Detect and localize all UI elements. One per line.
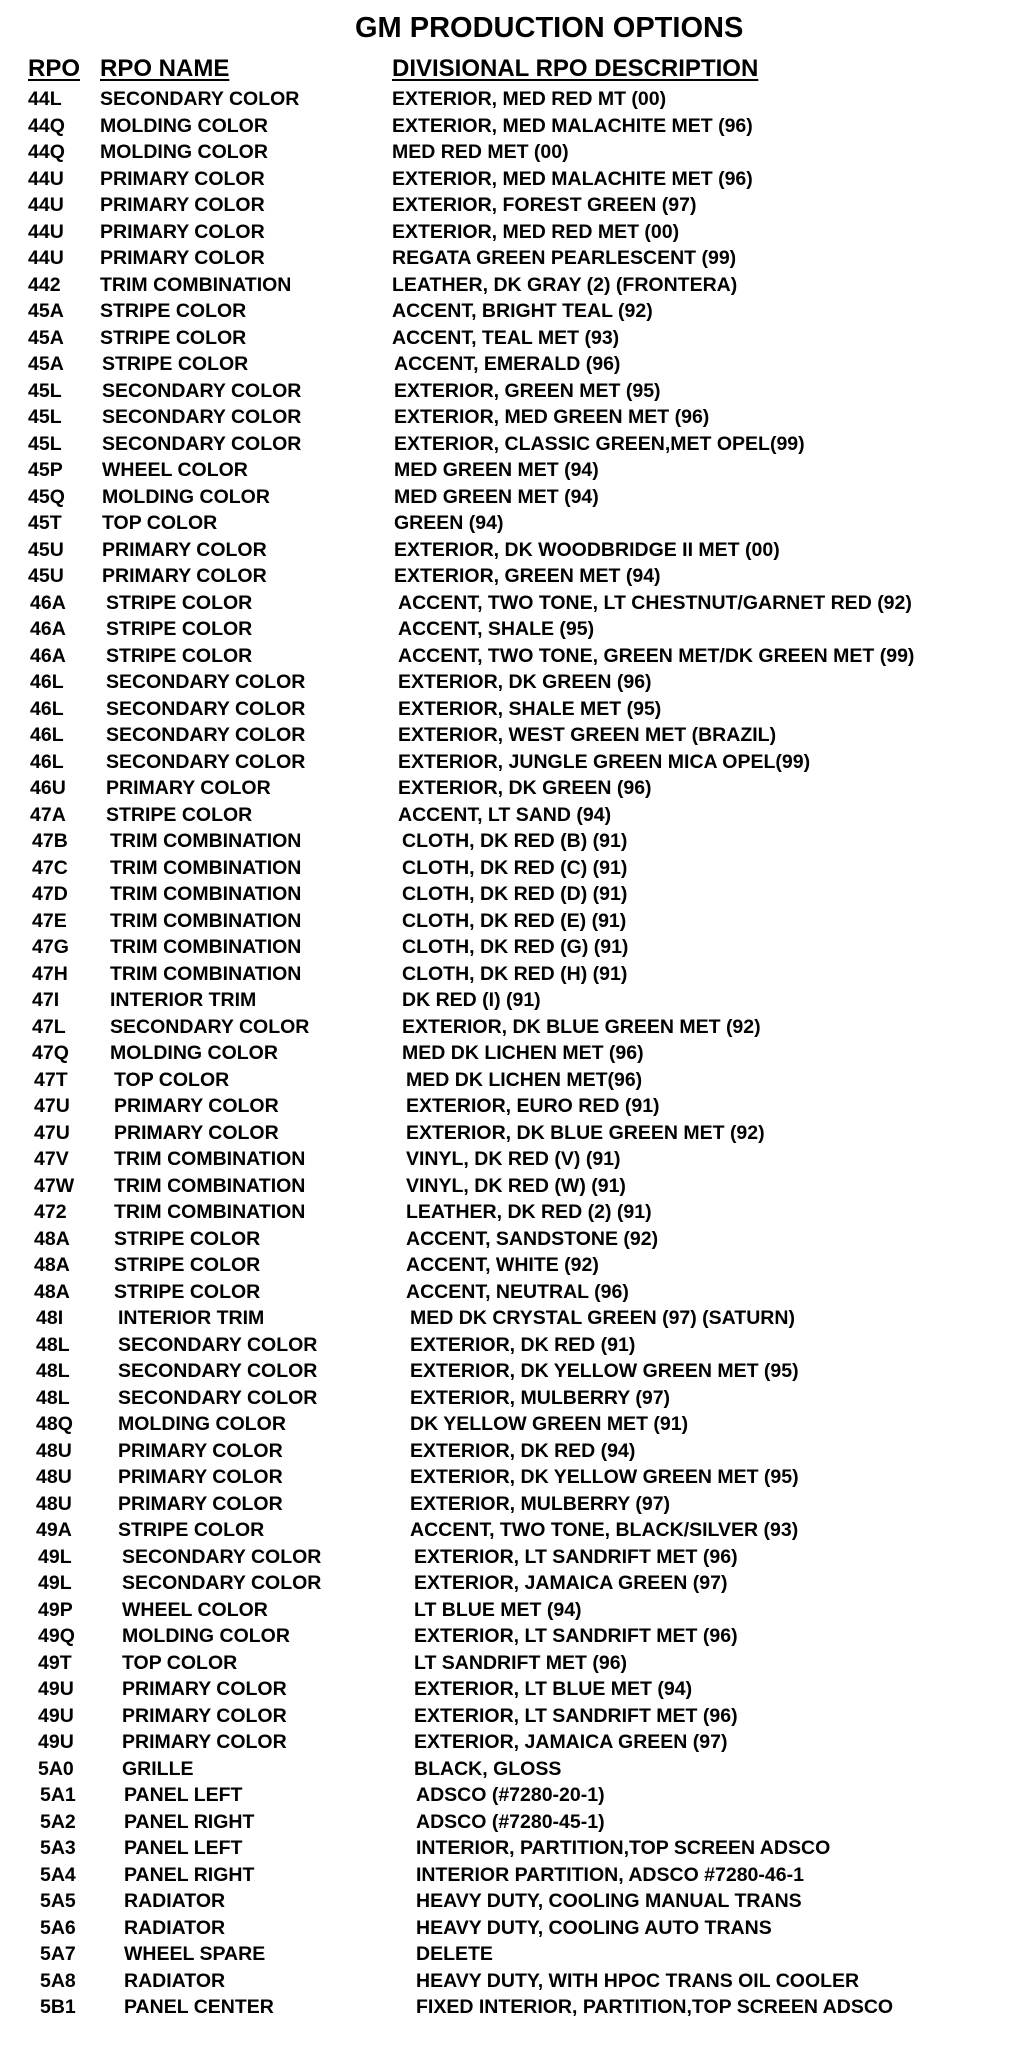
rpo-description: ADSCO (#7280-20-1)	[416, 1784, 605, 1806]
rpo-name: TRIM COMBINATION	[110, 909, 302, 932]
rpo-code: 48L	[36, 1360, 70, 1382]
rpo-name: STRIPE COLOR	[100, 300, 247, 322]
rpo-name: TRIM COMBINATION	[100, 273, 292, 296]
table-row	[0, 1888, 1024, 1915]
options-table	[0, 86, 1024, 2021]
rpo-code: 5A0	[38, 1757, 74, 1780]
rpo-name: PANEL LEFT	[124, 1837, 243, 1859]
rpo-code: 47I	[32, 989, 60, 1011]
rpo-code: 46A	[30, 644, 66, 667]
rpo-code: 47H	[32, 962, 68, 985]
rpo-code: 48U	[36, 1492, 72, 1515]
table-row	[0, 510, 1024, 537]
rpo-description: EXTERIOR, LT BLUE MET (94)	[414, 1678, 693, 1700]
table-row	[0, 1544, 1024, 1571]
table-row	[0, 1491, 1024, 1518]
table-row	[0, 1782, 1024, 1809]
rpo-name: STRIPE COLOR	[100, 326, 247, 349]
rpo-name: MOLDING COLOR	[100, 141, 268, 163]
table-row	[0, 934, 1024, 961]
rpo-code: 5A5	[40, 1890, 76, 1912]
table-row	[0, 1862, 1024, 1889]
rpo-name: PRIMARY COLOR	[118, 1466, 283, 1488]
table-row	[0, 696, 1024, 723]
table-row	[0, 1252, 1024, 1279]
rpo-code: 44Q	[28, 114, 65, 137]
rpo-name: STRIPE COLOR	[118, 1519, 265, 1541]
rpo-name: STRIPE COLOR	[106, 803, 253, 826]
rpo-name: PRIMARY COLOR	[102, 538, 267, 561]
rpo-code: 5B1	[40, 1996, 76, 2018]
table-row	[0, 1305, 1024, 1332]
rpo-code: 46L	[30, 697, 64, 720]
rpo-name: STRIPE COLOR	[106, 591, 253, 614]
table-row	[0, 166, 1024, 193]
table-row	[0, 431, 1024, 458]
table-row	[0, 1623, 1024, 1650]
rpo-name: RADIATOR	[124, 1969, 226, 1992]
rpo-name: PANEL LEFT	[124, 1784, 243, 1806]
rpo-name: TOP COLOR	[102, 512, 218, 534]
table-row	[0, 1226, 1024, 1253]
rpo-name: PRIMARY COLOR	[118, 1439, 283, 1462]
rpo-description: EXTERIOR, JAMAICA GREEN (97)	[414, 1731, 728, 1753]
rpo-code: 46L	[30, 724, 64, 746]
rpo-code: 47G	[32, 936, 69, 958]
table-row	[0, 1464, 1024, 1491]
column-header-rpo-name: RPO NAME	[100, 55, 230, 82]
rpo-description: DK RED (I) (91)	[402, 989, 541, 1011]
rpo-name: RADIATOR	[124, 1916, 226, 1939]
rpo-name: WHEEL COLOR	[102, 459, 248, 481]
rpo-description: EXTERIOR, MULBERRY (97)	[410, 1386, 671, 1409]
table-row	[0, 1809, 1024, 1836]
table-row	[0, 881, 1024, 908]
table-row	[0, 749, 1024, 776]
rpo-name: PRIMARY COLOR	[106, 777, 271, 799]
rpo-name: STRIPE COLOR	[114, 1280, 261, 1303]
rpo-name: SECONDARY COLOR	[102, 406, 302, 428]
rpo-description: INTERIOR PARTITION, ADSCO #7280-46-1	[416, 1863, 804, 1886]
rpo-name: MOLDING COLOR	[102, 485, 270, 508]
rpo-name: TOP COLOR	[114, 1068, 230, 1091]
table-row	[0, 1676, 1024, 1703]
rpo-description: INTERIOR, PARTITION,TOP SCREEN ADSCO	[416, 1837, 831, 1859]
rpo-name: TRIM COMBINATION	[110, 856, 302, 879]
rpo-code: 5A6	[40, 1916, 76, 1939]
rpo-code: 47D	[32, 883, 68, 905]
rpo-code: 47L	[32, 1015, 66, 1038]
table-row	[0, 855, 1024, 882]
table-row	[0, 1650, 1024, 1677]
rpo-code: 46A	[30, 618, 66, 640]
table-row	[0, 1120, 1024, 1147]
rpo-description: MED DK CRYSTAL GREEN (97) (SATURN)	[410, 1307, 795, 1329]
table-row	[0, 1438, 1024, 1465]
table-row	[0, 378, 1024, 405]
rpo-code: 45Q	[28, 485, 65, 508]
rpo-description: EXTERIOR, LT SANDRIFT MET (96)	[414, 1704, 738, 1727]
rpo-name: PRIMARY COLOR	[118, 1492, 283, 1515]
document-title: GM PRODUCTION OPTIONS	[355, 12, 744, 44]
rpo-name: PRIMARY COLOR	[100, 220, 265, 243]
rpo-code: 5A2	[40, 1810, 76, 1833]
table-row	[0, 1570, 1024, 1597]
rpo-code: 44U	[28, 220, 64, 243]
table-row	[0, 484, 1024, 511]
rpo-code: 47U	[34, 1121, 70, 1144]
table-row	[0, 219, 1024, 246]
rpo-name: STRIPE COLOR	[106, 618, 253, 640]
rpo-name: MOLDING COLOR	[118, 1413, 286, 1435]
rpo-code: 46U	[30, 777, 66, 799]
rpo-code: 5A1	[40, 1784, 76, 1806]
rpo-code: 47E	[32, 909, 67, 932]
rpo-code: 45L	[28, 432, 62, 455]
table-row	[0, 1279, 1024, 1306]
rpo-description: EXTERIOR, EURO RED (91)	[406, 1095, 660, 1117]
rpo-name: SECONDARY COLOR	[102, 379, 302, 402]
rpo-code: 45A	[28, 300, 64, 322]
rpo-code: 46A	[30, 591, 66, 614]
rpo-description: CLOTH, DK RED (G) (91)	[402, 936, 629, 958]
table-row	[0, 828, 1024, 855]
table-row	[0, 298, 1024, 325]
table-row	[0, 1994, 1024, 2021]
rpo-description: FIXED INTERIOR, PARTITION,TOP SCREEN ADSCO	[416, 1996, 894, 2018]
rpo-code: 47V	[34, 1148, 69, 1170]
rpo-description: CLOTH, DK RED (D) (91)	[402, 883, 628, 905]
rpo-name: PRIMARY COLOR	[122, 1704, 287, 1727]
rpo-description: EXTERIOR, MULBERRY (97)	[410, 1492, 671, 1515]
table-row	[0, 987, 1024, 1014]
rpo-description: EXTERIOR, DK YELLOW GREEN MET (95)	[410, 1466, 799, 1488]
table-row	[0, 1358, 1024, 1385]
rpo-code: 44U	[28, 167, 64, 190]
rpo-name: PRIMARY COLOR	[122, 1731, 287, 1753]
rpo-description: EXTERIOR, MED MALACHITE MET (96)	[392, 167, 753, 190]
table-row	[0, 86, 1024, 113]
rpo-code: 47A	[30, 803, 66, 826]
rpo-description: EXTERIOR, DK YELLOW GREEN MET (95)	[410, 1360, 799, 1382]
rpo-name: SECONDARY COLOR	[106, 724, 306, 746]
rpo-code: 45U	[28, 538, 64, 561]
rpo-description: EXTERIOR, MED RED MET (00)	[392, 220, 680, 243]
rpo-code: 442	[28, 273, 61, 296]
rpo-code: 45A	[28, 353, 64, 375]
rpo-code: 49A	[36, 1519, 72, 1541]
rpo-description: LEATHER, DK GRAY (2) (FRONTERA)	[392, 273, 738, 296]
table-row	[0, 1703, 1024, 1730]
rpo-description: MED DK LICHEN MET (96)	[402, 1042, 644, 1064]
rpo-code: 48I	[36, 1307, 64, 1329]
rpo-description: CLOTH, DK RED (H) (91)	[402, 962, 628, 985]
rpo-description: EXTERIOR, FOREST GREEN (97)	[392, 194, 697, 216]
rpo-name: TRIM COMBINATION	[110, 936, 302, 958]
rpo-name: WHEEL COLOR	[122, 1598, 268, 1621]
rpo-description: ACCENT, TWO TONE, BLACK/SILVER (93)	[410, 1519, 799, 1541]
rpo-name: TRIM COMBINATION	[114, 1201, 306, 1223]
rpo-description: BLACK, GLOSS	[414, 1757, 562, 1780]
table-row	[0, 1411, 1024, 1438]
table-row	[0, 537, 1024, 564]
rpo-name: STRIPE COLOR	[106, 644, 253, 667]
rpo-code: 48A	[34, 1227, 70, 1250]
rpo-description: EXTERIOR, DK BLUE GREEN MET (92)	[406, 1121, 765, 1144]
table-row	[0, 1968, 1024, 1995]
table-row	[0, 245, 1024, 272]
rpo-name: MOLDING COLOR	[110, 1042, 278, 1064]
rpo-code: 48A	[34, 1254, 70, 1276]
rpo-name: TOP COLOR	[122, 1651, 238, 1674]
rpo-name: GRILLE	[122, 1757, 194, 1780]
rpo-description: EXTERIOR, GREEN MET (94)	[394, 565, 661, 587]
rpo-code: 47U	[34, 1095, 70, 1117]
rpo-description: ACCENT, BRIGHT TEAL (92)	[392, 300, 653, 322]
rpo-name: SECONDARY COLOR	[110, 1015, 310, 1038]
rpo-code: 45A	[28, 326, 64, 349]
rpo-name: MOLDING COLOR	[100, 114, 268, 137]
table-row	[0, 722, 1024, 749]
rpo-description: EXTERIOR, LT SANDRIFT MET (96)	[414, 1545, 738, 1568]
rpo-name: TRIM COMBINATION	[110, 962, 302, 985]
rpo-description: ACCENT, LT SAND (94)	[398, 803, 612, 826]
rpo-code: 5A4	[40, 1863, 76, 1886]
rpo-code: 48U	[36, 1466, 72, 1488]
rpo-description: MED GREEN MET (94)	[394, 459, 599, 481]
rpo-description: CLOTH, DK RED (C) (91)	[402, 856, 628, 879]
rpo-code: 49U	[38, 1731, 74, 1753]
table-row	[0, 1835, 1024, 1862]
rpo-name: PANEL CENTER	[124, 1996, 274, 2018]
rpo-name: STRIPE COLOR	[114, 1227, 261, 1250]
rpo-description: EXTERIOR, DK RED (91)	[410, 1333, 636, 1356]
rpo-name: TRIM COMBINATION	[114, 1174, 306, 1197]
rpo-code: 49T	[38, 1651, 72, 1674]
rpo-description: ACCENT, TEAL MET (93)	[392, 326, 620, 349]
rpo-description: ACCENT, TWO TONE, LT CHESTNUT/GARNET RED (92)	[398, 591, 912, 614]
rpo-code: 44Q	[28, 141, 65, 163]
rpo-description: ACCENT, WHITE (92)	[406, 1254, 599, 1276]
rpo-description: EXTERIOR, JAMAICA GREEN (97)	[414, 1572, 728, 1594]
rpo-code: 49Q	[38, 1625, 75, 1647]
table-row	[0, 1941, 1024, 1968]
rpo-description: GREEN (94)	[394, 512, 504, 534]
rpo-code: 48U	[36, 1439, 72, 1462]
table-row	[0, 1915, 1024, 1942]
rpo-description: MED DK LICHEN MET(96)	[406, 1068, 643, 1091]
rpo-description: EXTERIOR, DK RED (94)	[410, 1439, 636, 1462]
rpo-name: SECONDARY COLOR	[106, 671, 306, 693]
rpo-code: 47C	[32, 856, 68, 879]
table-row	[0, 802, 1024, 829]
rpo-description: VINYL, DK RED (W) (91)	[406, 1174, 626, 1197]
column-header-rpo: RPO	[28, 55, 81, 82]
rpo-name: INTERIOR TRIM	[110, 989, 257, 1011]
rpo-description: VINYL, DK RED (V) (91)	[406, 1148, 621, 1170]
rpo-description: EXTERIOR, DK GREEN (96)	[398, 671, 652, 693]
rpo-name: PRIMARY COLOR	[114, 1121, 279, 1144]
rpo-code: 45T	[28, 512, 62, 534]
rpo-name: RADIATOR	[124, 1890, 226, 1912]
table-row	[0, 1517, 1024, 1544]
rpo-name: WHEEL SPARE	[124, 1943, 266, 1965]
rpo-code: 49U	[38, 1704, 74, 1727]
table-row	[0, 457, 1024, 484]
rpo-description: CLOTH, DK RED (B) (91)	[402, 830, 628, 852]
rpo-name: SECONDARY COLOR	[100, 88, 300, 110]
rpo-code: 44U	[28, 247, 64, 269]
rpo-description: EXTERIOR, LT SANDRIFT MET (96)	[414, 1625, 738, 1647]
rpo-name: SECONDARY COLOR	[102, 432, 302, 455]
rpo-name: SECONDARY COLOR	[122, 1572, 322, 1594]
table-row	[0, 1014, 1024, 1041]
rpo-description: ACCENT, SHALE (95)	[398, 618, 595, 640]
rpo-name: SECONDARY COLOR	[106, 750, 306, 773]
rpo-description: MED RED MET (00)	[392, 141, 569, 163]
rpo-description: EXTERIOR, CLASSIC GREEN,MET OPEL(99)	[394, 432, 805, 455]
rpo-code: 49P	[38, 1598, 73, 1621]
table-row	[0, 1332, 1024, 1359]
rpo-description: EXTERIOR, MED RED MT (00)	[392, 88, 667, 110]
rpo-description: ADSCO (#7280-45-1)	[416, 1810, 605, 1833]
rpo-description: EXTERIOR, SHALE MET (95)	[398, 697, 662, 720]
table-row	[0, 1597, 1024, 1624]
rpo-description: ACCENT, NEUTRAL (96)	[406, 1280, 629, 1303]
rpo-code: 472	[34, 1201, 67, 1223]
table-row	[0, 590, 1024, 617]
rpo-name: SECONDARY COLOR	[118, 1386, 318, 1409]
rpo-description: LT SANDRIFT MET (96)	[414, 1651, 628, 1674]
rpo-name: SECONDARY COLOR	[118, 1360, 318, 1382]
table-row	[0, 1040, 1024, 1067]
rpo-name: PRIMARY COLOR	[100, 167, 265, 190]
rpo-name: SECONDARY COLOR	[122, 1545, 322, 1568]
rpo-code: 49L	[38, 1572, 72, 1594]
table-row	[0, 1729, 1024, 1756]
rpo-description: DK YELLOW GREEN MET (91)	[410, 1413, 689, 1435]
rpo-code: 46L	[30, 750, 64, 773]
rpo-code: 45U	[28, 565, 64, 587]
table-row	[0, 272, 1024, 299]
table-row	[0, 113, 1024, 140]
rpo-name: TRIM COMBINATION	[114, 1148, 306, 1170]
table-row	[0, 669, 1024, 696]
rpo-name: STRIPE COLOR	[102, 353, 249, 375]
rpo-description: REGATA GREEN PEARLESCENT (99)	[392, 247, 737, 269]
rpo-code: 45P	[28, 459, 63, 481]
rpo-description: MED GREEN MET (94)	[394, 485, 599, 508]
rpo-description: CLOTH, DK RED (E) (91)	[402, 909, 627, 932]
rpo-code: 49L	[38, 1545, 72, 1568]
rpo-code: 47Q	[32, 1042, 69, 1064]
table-row	[0, 404, 1024, 431]
rpo-description: HEAVY DUTY, COOLING MANUAL TRANS	[416, 1890, 802, 1912]
rpo-code: 47B	[32, 830, 68, 852]
rpo-code: 5A8	[40, 1969, 76, 1992]
rpo-code: 46L	[30, 671, 64, 693]
rpo-code: 44L	[28, 88, 62, 110]
rpo-description: EXTERIOR, MED GREEN MET (96)	[394, 406, 710, 428]
rpo-description: ACCENT, SANDSTONE (92)	[406, 1227, 659, 1250]
table-row	[0, 961, 1024, 988]
rpo-description: ACCENT, TWO TONE, GREEN MET/DK GREEN MET (99)	[398, 644, 915, 667]
rpo-description: EXTERIOR, MED MALACHITE MET (96)	[392, 114, 753, 137]
rpo-code: 48L	[36, 1386, 70, 1409]
rpo-description: EXTERIOR, JUNGLE GREEN MICA OPEL(99)	[398, 750, 811, 773]
rpo-description: EXTERIOR, WEST GREEN MET (BRAZIL)	[398, 724, 777, 746]
rpo-name: TRIM COMBINATION	[110, 883, 302, 905]
table-row	[0, 351, 1024, 378]
rpo-code: 47W	[34, 1174, 75, 1197]
rpo-code: 45L	[28, 379, 62, 402]
rpo-description: ACCENT, EMERALD (96)	[394, 353, 621, 375]
rpo-name: PANEL RIGHT	[124, 1863, 255, 1886]
table-row	[0, 1756, 1024, 1783]
table-row	[0, 643, 1024, 670]
rpo-name: INTERIOR TRIM	[118, 1307, 265, 1329]
rpo-description: EXTERIOR, DK GREEN (96)	[398, 777, 652, 799]
rpo-code: 5A3	[40, 1837, 76, 1859]
rpo-name: PRIMARY COLOR	[100, 247, 265, 269]
column-header-description: DIVISIONAL RPO DESCRIPTION	[392, 55, 759, 82]
rpo-name: SECONDARY COLOR	[106, 697, 306, 720]
rpo-code: 48A	[34, 1280, 70, 1303]
rpo-code: 44U	[28, 194, 64, 216]
table-row	[0, 563, 1024, 590]
rpo-description: HEAVY DUTY, COOLING AUTO TRANS	[416, 1916, 772, 1939]
rpo-name: STRIPE COLOR	[114, 1254, 261, 1276]
table-row	[0, 616, 1024, 643]
table-row	[0, 1173, 1024, 1200]
table-row	[0, 775, 1024, 802]
rpo-name: PRIMARY COLOR	[114, 1095, 279, 1117]
rpo-name: TRIM COMBINATION	[110, 830, 302, 852]
table-row	[0, 192, 1024, 219]
rpo-description: LT BLUE MET (94)	[414, 1598, 582, 1621]
rpo-name: PRIMARY COLOR	[122, 1678, 287, 1700]
rpo-name: MOLDING COLOR	[122, 1625, 290, 1647]
rpo-code: 49U	[38, 1678, 74, 1700]
rpo-name: PRIMARY COLOR	[102, 565, 267, 587]
table-row	[0, 1093, 1024, 1120]
table-row	[0, 1199, 1024, 1226]
rpo-code: 48Q	[36, 1413, 73, 1435]
rpo-code: 5A7	[40, 1943, 76, 1965]
rpo-name: PRIMARY COLOR	[100, 194, 265, 216]
rpo-description: EXTERIOR, GREEN MET (95)	[394, 379, 661, 402]
table-row	[0, 908, 1024, 935]
rpo-description: EXTERIOR, DK BLUE GREEN MET (92)	[402, 1015, 761, 1038]
rpo-description: EXTERIOR, DK WOODBRIDGE II MET (00)	[394, 538, 780, 561]
rpo-code: 47T	[34, 1068, 68, 1091]
rpo-code: 45L	[28, 406, 62, 428]
rpo-description: DELETE	[416, 1943, 493, 1965]
rpo-code: 48L	[36, 1333, 70, 1356]
table-row	[0, 139, 1024, 166]
table-row	[0, 1067, 1024, 1094]
rpo-description: LEATHER, DK RED (2) (91)	[406, 1201, 652, 1223]
rpo-description: HEAVY DUTY, WITH HPOC TRANS OIL COOLER	[416, 1969, 860, 1992]
table-row	[0, 1385, 1024, 1412]
rpo-name: SECONDARY COLOR	[118, 1333, 318, 1356]
rpo-name: PANEL RIGHT	[124, 1810, 255, 1833]
table-row	[0, 325, 1024, 352]
table-row	[0, 1146, 1024, 1173]
